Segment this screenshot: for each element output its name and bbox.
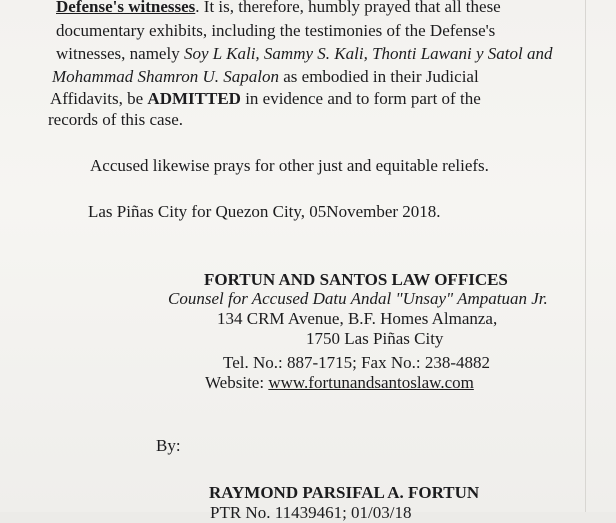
defense-witnesses-heading: Defense's witnesses	[56, 0, 196, 16]
prayer-line-2: documentary exhibits, including the testimonies of the Defense's	[56, 21, 496, 40]
admitted-word: ADMITTED	[147, 89, 241, 108]
witness-name-last: Mohammad Shamron U. Sapalon	[52, 67, 279, 86]
website-link[interactable]: www.fortunandsantoslaw.com	[268, 373, 474, 392]
signatory-name: RAYMOND PARSIFAL A. FORTUN	[209, 483, 480, 502]
witness-names: Soy L Kali, Sammy S. Kali, Thonti Lawani y Satol and	[183, 44, 553, 63]
prayer-line-3: witnesses, namely Soy L Kali, Sammy S. Kali, Thonti Lawani y Satol and	[56, 44, 553, 63]
phone-line: Tel. No.: 887-1715; Fax No.: 238-4882	[223, 353, 491, 372]
address-line-1: 134 CRM Avenue, B.F. Homes Almanza,	[217, 309, 498, 328]
counsel-line: Counsel for Accused Datu Andal "Unsay" Ampatuan Jr.	[168, 289, 548, 308]
website-line: Website: www.fortunandsantoslaw.com	[205, 373, 474, 392]
ptr-line-partial: PTR No. 11439461; 01/03/18	[210, 503, 412, 522]
prayer-line-4: Mohammad Shamron U. Sapalon as embodied in their Judicial	[52, 67, 479, 86]
prayer-line-1: Defense's witnesses. It is, therefore, humbly prayed that all these	[56, 0, 501, 17]
address-line-2: 1750 Las Piñas City	[306, 329, 444, 348]
prayer-line-5: Affidavits, be ADMITTED in evidence and to form part of the	[50, 89, 481, 108]
place-and-date: Las Piñas City for Quezon City, 05November 2018.	[88, 202, 441, 221]
prayer-line-6: records of this case.	[48, 110, 184, 129]
by-label: By:	[156, 436, 181, 455]
page-edge	[585, 0, 586, 512]
relief-paragraph: Accused likewise prays for other just and equitable reliefs.	[90, 156, 489, 175]
firm-name: FORTUN AND SANTOS LAW OFFICES	[204, 270, 508, 289]
